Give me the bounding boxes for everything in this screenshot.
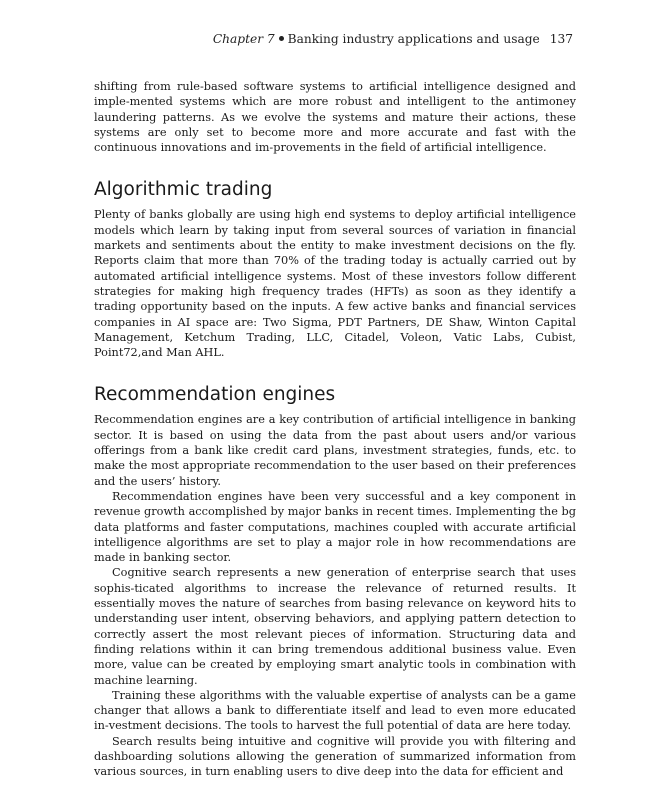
section-heading-recommendation-engines: Recommendation engines (94, 384, 336, 406)
chapter-label: Chapter 7 (212, 32, 275, 46)
intro-paragraph: shifting from rule-based software systems to artificial intelligence designed and imple-mented systems which are more robust and intelligent to the antimoney laundering patterns. As we evolve the systems and mature their actions, these systems are only set to become more and more accurate and fast with the continuous innovations and im-provements in the field of artificial intelligence. (94, 80, 576, 155)
search-results-paragraph: Search results being intuitive and cognitive will provide you with filtering and dashboarding solutions allowing the generation of summarized information from various sources, in turn enabling users to dive deep into the data for efficient and (94, 734, 576, 779)
training-algorithms-paragraph: Training these algorithms with the valuable expertise of analysts can be a game changer that allows a bank to differentiate itself and lead to even more educated in-vestment decisions. The tools to harvest the full potential of data are here today. (94, 688, 576, 733)
recommendation-paragraph-2: Recommendation engines have been very successful and a key component in revenue growth accomplished by major banks in recent times. Implementing the bg data platforms and faster computations, machines coupled with accurate artificial intelligence algorithms are set to play a major role in how recommendations are made in banking sector. (94, 489, 576, 565)
recommendation-paragraph-1: Recommendation engines are a key contribution of artificial intelligence in banking sector. It is based on using the data from the past about users and/or various offerings from a bank like credit card plans, investment strategies, funds, etc. to make the most appropriate recommendation to the user based on their preferences and the users’ history. (94, 413, 576, 488)
cognitive-search-paragraph: Cognitive search represents a new generation of enterprise search that uses sophis-ticated algorithms to increase the relevance of returned results. It essentially moves the nature of searches from basing relevance on keyword hits to understanding user intent, observing behaviors, and applying pattern detection to correctly assert the most relevant pieces of information. Structuring data and finding relations within it can bring tremendous additional business value. Even more, value can be created by employing smart analytic tools in combination with machine learning. (94, 566, 576, 687)
running-header (213, 31, 573, 47)
page-body (94, 79, 576, 780)
algorithmic-trading-paragraph: Plenty of banks globally are using high end systems to deploy artificial intelligence models which learn by taking input from several sources of variation in financial markets and sentiments about the entity to make investment decisions on the fly. Reports claim that more than 70% of the trading today is actually carried out by automated artificial intelligence systems. Most of these investors follow different strategies for making high frequency trades (HFTs) as soon as they identify a trading opportunity based on the inputs. A few active banks and financial services companies in AI space are: Two Sigma, PDT Partners, DE Shaw, Winton Capital Management, Ketchum Trading, LLC, Citadel, Voleon, Vatic Labs, Cubist, Point72,and Man AHL. (94, 208, 576, 360)
section-heading-algorithmic-trading: Algorithmic trading (94, 179, 273, 201)
chapter-title: Banking industry applications and usage (287, 32, 540, 46)
page-number: 137 (549, 32, 573, 46)
bullet-separator (279, 36, 284, 41)
